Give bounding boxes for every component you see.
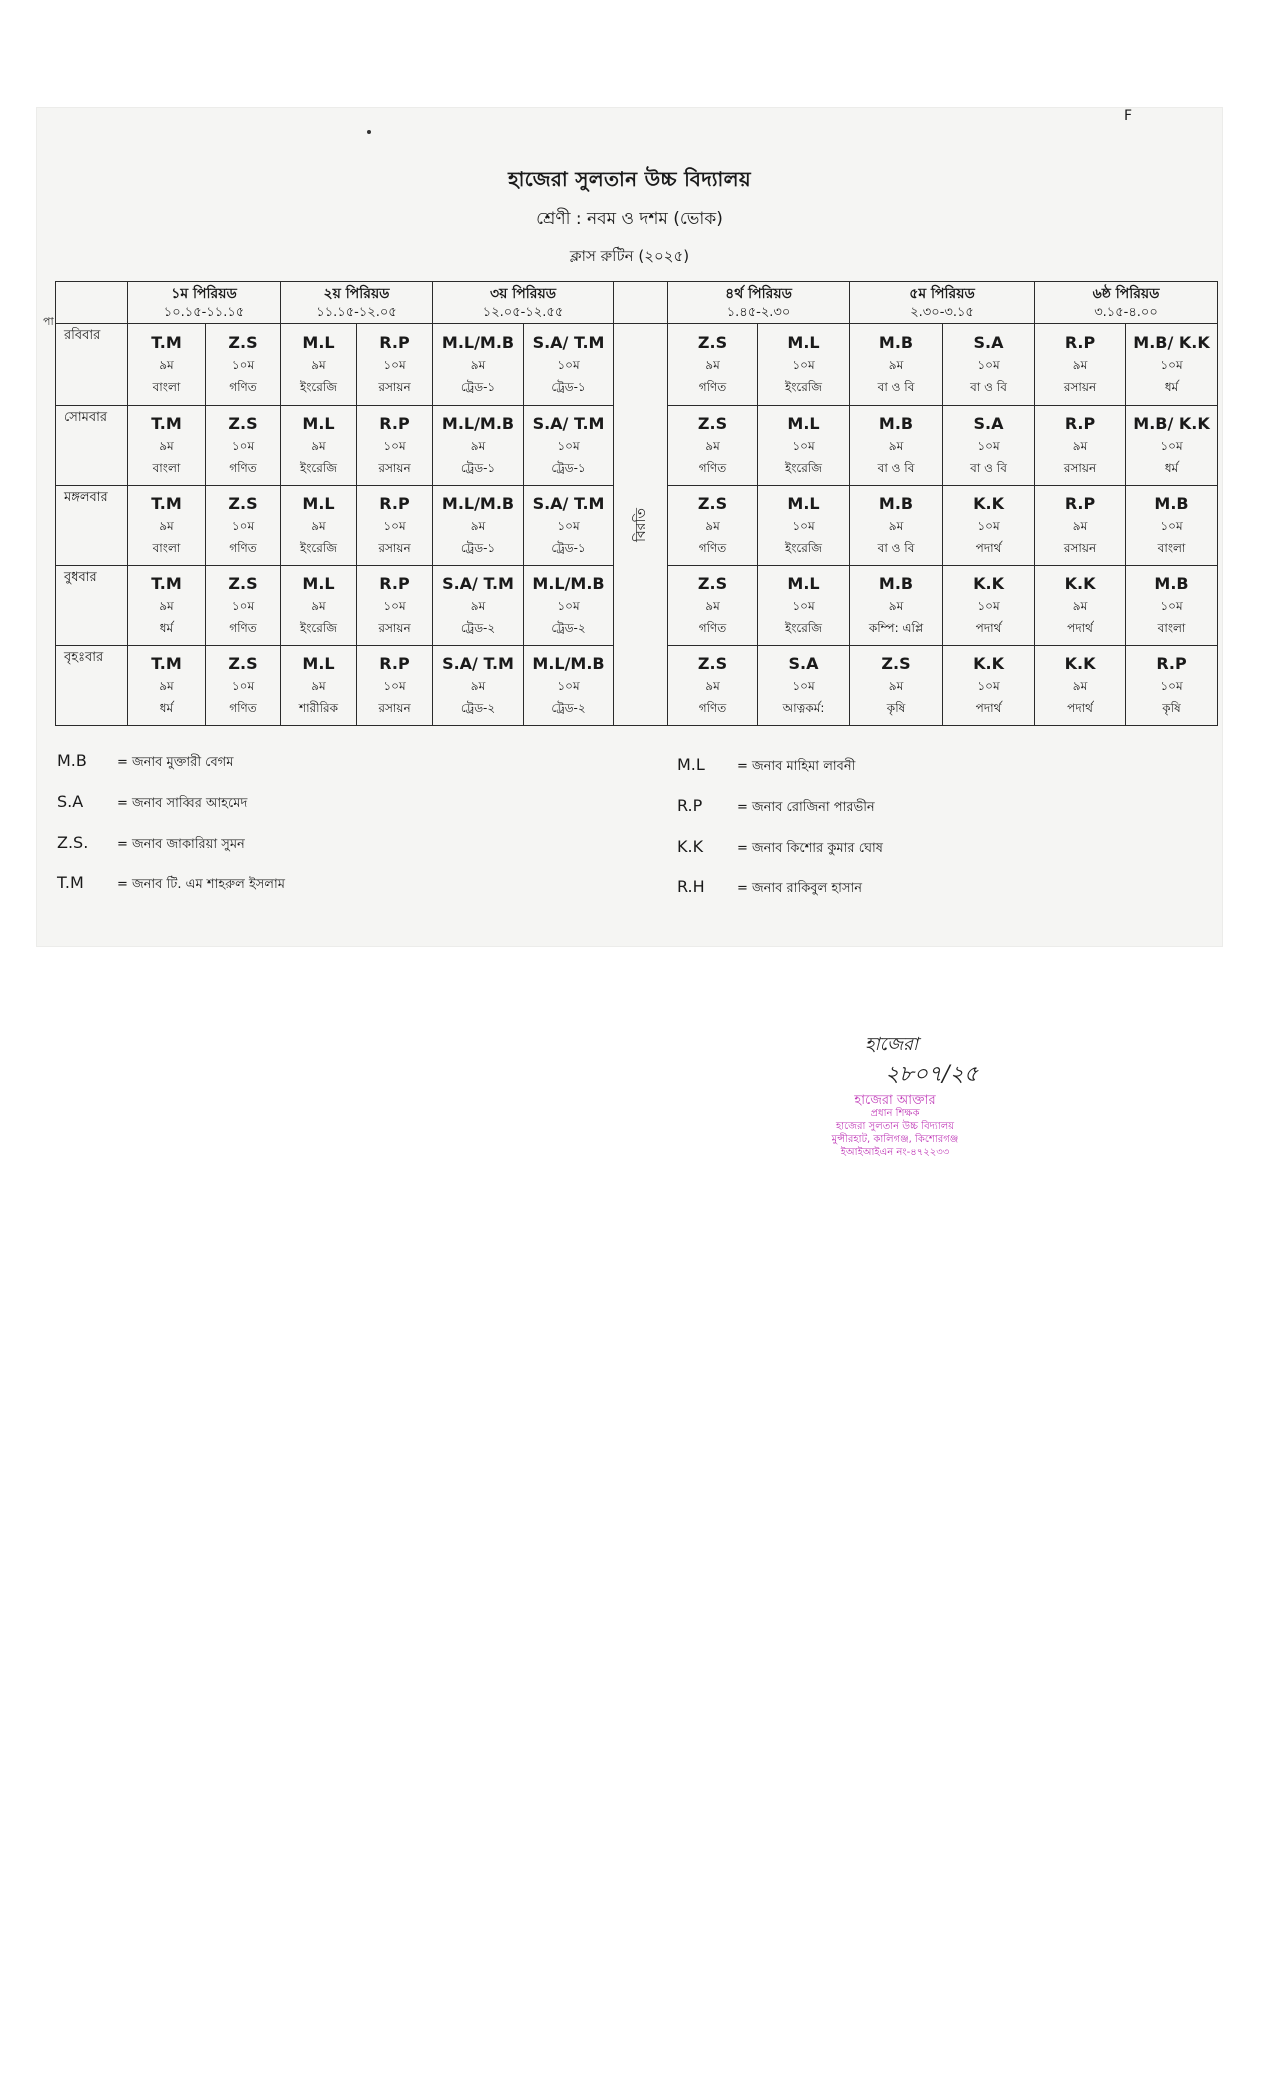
teacher-code: R.P [1064,332,1096,352]
class-slot [943,406,1035,486]
teacher-code: Z.S [697,493,728,513]
class-slot [758,486,850,566]
subject-label: ট্রেড-১ [460,379,496,394]
teacher-code: R.P [1064,493,1096,513]
grade-label: ১০ম [231,678,255,693]
class-slot [281,324,357,406]
corner-cell [56,282,128,324]
teacher-code: T.M [151,653,182,673]
day-label: বুধবার [56,566,128,646]
class-slot [850,406,943,486]
grade-label: ৯ম [888,678,904,693]
subject-label: আত্নকর্ম: [782,700,825,715]
day-label: বৃহঃবার [56,646,128,726]
teacher-code: M.L [302,493,335,513]
teacher-code: M.L/M.B [441,332,515,352]
subject-label: বা ও বি [877,379,915,394]
subject-label: ধর্ম [1164,379,1179,394]
subject-label: গণিত [698,700,727,715]
subject-label: গণিত [698,379,727,394]
period-4-header: ৪র্থ পিরিয়ড ১.৪৫-২.৩০ [668,282,850,324]
subject-label: পদার্থ [1067,620,1093,635]
subject-label: বাংলা [152,379,181,394]
class-slot [433,566,524,646]
scanned-routine-sheet [36,107,1223,947]
class-slot [668,646,758,726]
class-slot [1035,566,1126,646]
subject-label: পদার্থ [975,620,1002,635]
subject-label: কৃষি [1162,700,1181,715]
class-slot [524,406,614,486]
grade-label: ১০ম [557,678,580,693]
class-slot [128,324,206,406]
grade-label: ৯ম [888,357,904,372]
class-slot [524,324,614,406]
grade-label: ৯ম [470,438,486,453]
grade-label: ১০ম [383,518,406,533]
class-slot [1035,324,1126,406]
subject-label: গণিত [229,700,257,715]
class-slot [433,324,524,406]
subject-label: রসায়ন [378,620,411,635]
subject-label: ট্রেড-২ [551,620,586,635]
teacher-code: Z.S [228,573,258,593]
teacher-code: R.P [379,653,410,673]
grade-label: ৯ম [159,357,174,372]
grade-label: ১০ম [557,357,580,372]
subject-label: ধর্ম [159,700,174,715]
grade-label: ৯ম [705,357,720,372]
scan-dot [367,130,371,134]
subject-label: বা ও বি [970,379,1007,394]
grade-label: ৯ম [888,598,904,613]
grade-label: ৯ম [159,438,174,453]
day-row [56,324,1218,406]
class-slot [758,646,850,726]
grade-label: ১০ম [1160,678,1183,693]
day-label: রবিবার [56,324,128,406]
grade-label: ৯ম [1072,438,1088,453]
teacher-code: Z.S [228,653,258,673]
class-slot [433,406,524,486]
teacher-code: M.B/ K.K [1133,332,1210,352]
teacher-code: S.A [973,332,1004,352]
legend-mb: M.B = জনাব মুক্তারী বেগম [57,751,234,770]
teacher-code: K.K [1064,573,1096,593]
corner-mark: F [1124,108,1133,124]
class-slot [1126,486,1218,566]
legend-kk: K.K = জনাব কিশোর কুমার ঘোষ [677,837,883,856]
teacher-code: S.A/ T.M [442,573,514,593]
grade-label: ১০ম [231,357,255,372]
grade-label: ১০ম [792,598,815,613]
subject-label: পদার্থ [975,700,1002,715]
teacher-code: Z.S [697,573,728,593]
grade-label: ৯ম [888,518,904,533]
class-slot [758,324,850,406]
teacher-code: R.P [379,573,410,593]
seal-school: হাজেরা সুলতান উচ্চ বিদ্যালয় [835,1121,955,1132]
class-slot [758,566,850,646]
teacher-code: M.L [302,573,335,593]
teacher-code: M.L/M.B [532,653,605,673]
subject-label: রসায়ন [378,379,411,394]
class-slot [524,486,614,566]
class-slot [206,646,281,726]
teacher-code: Z.S [697,653,728,673]
class-slot [943,646,1035,726]
teacher-code: M.L [787,413,820,433]
teacher-code: R.P [379,493,410,513]
grade-label: ১০ম [977,357,1000,372]
subject-label: ধর্ম [159,620,174,635]
class-slot [357,566,433,646]
grade-label: ৯ম [705,598,720,613]
subject-label: রসায়ন [378,540,411,555]
grade-label: ১০ম [1160,357,1183,372]
legend-rh: R.H = জনাব রাকিবুল হাসান [677,877,863,896]
grade-label: ৯ম [470,357,486,372]
teacher-code: R.P [379,332,410,352]
subject-label: গণিত [698,540,727,555]
seal-designation: প্রধান শিক্ষক [870,1108,920,1119]
subject-label: ইংরেজি [785,379,823,394]
class-slot [281,406,357,486]
teacher-code: R.P [1156,653,1187,673]
class-slot [281,566,357,646]
teacher-code: M.B [878,413,914,433]
class-slot [1035,486,1126,566]
class-slot [850,566,943,646]
grade-label: ১০ম [557,438,580,453]
teacher-code: S.A/ T.M [532,332,605,352]
subject-label: গণিত [698,620,727,635]
teacher-code: M.B [1154,573,1189,593]
grade-label: ১০ম [1160,438,1183,453]
subject-label: রসায়ন [378,700,411,715]
grade-label: ১০ম [792,518,815,533]
period-6-header: ৬ষ্ঠ পিরিয়ড ৩.১৫-৪.০০ [1035,282,1218,324]
subject-label: বাংলা [152,540,181,555]
subject-label: ট্রেড-২ [460,620,496,635]
break-column [614,324,668,726]
class-slot [128,646,206,726]
routine-table [55,281,1218,726]
subject-label: ইংরেজি [300,540,337,555]
grade-label: ১০ম [557,598,580,613]
grade-label: ১০ম [383,357,406,372]
class-slot [668,406,758,486]
grade-label: ৯ম [470,598,486,613]
class-slot [850,486,943,566]
break-header [614,282,668,324]
period-1-header: ১ম পিরিয়ড ১০.১৫-১১.১৫ [128,282,281,324]
teacher-code: Z.S [228,493,258,513]
subject-label: ইংরেজি [785,460,823,475]
subject-label: বাংলা [152,460,181,475]
period-header-row [56,282,1218,324]
grade-label: ৯ম [470,678,486,693]
class-slot [1035,646,1126,726]
class-slot [128,566,206,646]
subject-label: ইংরেজি [785,620,823,635]
day-label: সোমবার [56,406,128,486]
teacher-code: T.M [151,413,182,433]
grade-label: ১০ম [231,438,255,453]
teacher-code: M.B/ K.K [1133,413,1210,433]
grade-label: ১০ম [231,518,255,533]
class-slot [850,324,943,406]
class-slot [281,486,357,566]
grade-label: ৯ম [705,518,720,533]
teacher-code: T.M [151,573,182,593]
subject-label: ট্রেড-১ [460,460,496,475]
subject-label: ট্রেড-১ [551,540,586,555]
grade-label: ১০ম [1160,518,1183,533]
class-slot [1126,566,1218,646]
grade-label: ৯ম [311,438,326,453]
teacher-code: M.L/M.B [441,493,515,513]
subject-label: রসায়ন [1063,379,1097,394]
period-5-header: ৫ম পিরিয়ড ২.৩০-৩.১৫ [850,282,1035,324]
class-slot [758,406,850,486]
grade-label: ১০ম [792,357,815,372]
edge-mark: পা [43,315,54,328]
teacher-code: M.L/M.B [441,413,515,433]
grade-label: ১০ম [1160,598,1183,613]
class-slot [943,324,1035,406]
grade-label: ১০ম [557,518,580,533]
teacher-code: M.L [302,653,335,673]
grade-label: ৯ম [159,678,174,693]
subject-label: পদার্থ [1067,700,1093,715]
teacher-code: S.A/ T.M [532,493,605,513]
teacher-code: T.M [151,493,182,513]
subject-label: গণিত [229,379,257,394]
subject-label: ট্রেড-১ [460,540,496,555]
teacher-code: K.K [973,653,1004,673]
teacher-code: K.K [973,493,1004,513]
teacher-code: K.K [1064,653,1096,673]
subject-label: ধর্ম [1164,460,1179,475]
seal-address: মুন্সীরহাট, কালিগঞ্জ, কিশোরগঞ্জ [831,1134,959,1145]
grade-label: ৯ম [311,598,326,613]
class-slot [206,406,281,486]
break-label: বিরতি [632,507,649,542]
teacher-code: M.L [787,573,820,593]
grade-label: ৯ম [311,518,326,533]
subject-label: বা ও বি [877,460,915,475]
headmaster-signature-seal [795,1030,995,1159]
grade-label: ১০ম [383,598,406,613]
subject-label: গণিত [698,460,727,475]
signature-date: ২৮০৭/২৫ [885,1062,979,1087]
subject-label: রসায়ন [1063,540,1097,555]
class-slot [281,646,357,726]
teacher-code: M.B [878,573,914,593]
seal-name: হাজেরা আক্তার [854,1093,936,1108]
teacher-code: S.A/ T.M [442,653,514,673]
grade-label: ৯ম [888,438,904,453]
teacher-code: M.L/M.B [532,573,605,593]
teacher-code: Z.S [881,653,911,673]
subject-label: ইংরেজি [300,379,337,394]
class-label: শ্রেণী : নবম ও দশম (ভোক) [536,209,723,229]
subject-label: বাংলা [1157,540,1186,555]
class-slot [357,406,433,486]
subject-label: ট্রেড-২ [460,700,496,715]
grade-label: ১০ম [383,678,406,693]
subject-label: রসায়ন [1063,460,1097,475]
class-slot [668,324,758,406]
subject-label: ট্রেড-২ [551,700,586,715]
teacher-code: M.L [787,332,820,352]
routine-title: ক্লাস রুটিন (২০২৫) [569,247,690,265]
subject-label: ইংরেজি [300,460,337,475]
grade-label: ১০ম [792,438,815,453]
grade-label: ৯ম [159,598,174,613]
grade-label: ১০ম [383,438,406,453]
official-seal [795,1094,995,1159]
legend-rp: R.P = জনাব রোজিনা পারভীন [677,796,875,815]
teacher-code: Z.S [228,413,258,433]
teacher-code: M.B [878,332,914,352]
class-slot [357,324,433,406]
subject-label: রসায়ন [378,460,411,475]
grade-label: ৯ম [705,678,720,693]
school-name: হাজেরা সুলতান উচ্চ বিদ্যালয় [508,167,751,191]
teacher-code: Z.S [228,332,258,352]
class-slot [357,646,433,726]
class-slot [433,646,524,726]
subject-label: ট্রেড-১ [551,379,586,394]
legend-tm: T.M = জনাব টি. এম শাহরুল ইসলাম [57,873,285,892]
grade-label: ১০ম [231,598,255,613]
grade-label: ৯ম [1072,598,1088,613]
class-slot [943,566,1035,646]
teacher-code: M.L [302,332,335,352]
subject-label: ইংরেজি [300,620,337,635]
teacher-code: S.A/ T.M [532,413,605,433]
class-slot [524,646,614,726]
grade-label: ১০ম [977,438,1000,453]
grade-label: ১০ম [977,518,1000,533]
teacher-code: R.P [1064,413,1096,433]
subject-label: গণিত [229,620,257,635]
legend-zs: Z.S. = জনাব জাকারিয়া সুমন [57,833,245,852]
signature-scrawl: হাজেরা [865,1034,919,1055]
class-slot [433,486,524,566]
grade-label: ৯ম [1072,518,1088,533]
grade-label: ৯ম [470,518,486,533]
class-slot [206,566,281,646]
grade-label: ১০ম [977,598,1000,613]
class-slot [1126,646,1218,726]
day-label: মঙ্গলবার [56,486,128,566]
teacher-code: M.L [787,493,820,513]
subject-label: ইংরেজি [785,540,823,555]
subject-label: কৃষি [886,700,906,715]
teacher-code: M.B [878,493,914,513]
teacher-code: M.B [1154,493,1189,513]
teacher-code: T.M [151,332,182,352]
subject-label: বা ও বি [877,540,915,555]
class-slot [850,646,943,726]
teacher-code: S.A [973,413,1004,433]
subject-label: গণিত [229,460,257,475]
subject-label: বাংলা [1157,620,1186,635]
class-slot [668,566,758,646]
teacher-code: Z.S [697,332,728,352]
class-slot [1126,324,1218,406]
period-2-header: ২য় পিরিয়ড ১১.১৫-১২.০৫ [281,282,433,324]
class-slot [357,486,433,566]
class-slot [206,486,281,566]
subject-label: ট্রেড-১ [551,460,586,475]
subject-label: শারীরিক [298,700,339,715]
legend-ml: M.L = জনাব মাহিমা লাবনী [677,755,856,774]
subject-label: পদার্থ [975,540,1002,555]
subject-label: বা ও বি [970,460,1007,475]
class-slot [1035,406,1126,486]
grade-label: ৯ম [1072,357,1088,372]
teacher-code: K.K [973,573,1004,593]
subject-label: কম্পি: এপ্লি [868,620,924,635]
grade-label: ৯ম [159,518,174,533]
grade-label: ৯ম [705,438,720,453]
grade-label: ৯ম [311,678,326,693]
teacher-code: R.P [379,413,410,433]
grade-label: ১০ম [977,678,1000,693]
legend-sa: S.A = জনাব সাব্বির আহমেদ [57,792,248,811]
class-slot [943,486,1035,566]
class-slot [128,486,206,566]
class-slot [668,486,758,566]
class-slot [128,406,206,486]
seal-eiin: ইআইআইএন নং-৪৭২২৩৩ [840,1147,950,1158]
period-3-header: ৩য় পিরিয়ড ১২.০৫-১২.৫৫ [433,282,614,324]
class-slot [1126,406,1218,486]
class-slot [524,566,614,646]
teacher-code: S.A [788,653,819,673]
teacher-code: M.L [302,413,335,433]
subject-label: গণিত [229,540,257,555]
class-slot [206,324,281,406]
grade-label: ১০ম [792,678,815,693]
teacher-code: Z.S [697,413,728,433]
grade-label: ৯ম [311,357,326,372]
grade-label: ৯ম [1072,678,1088,693]
